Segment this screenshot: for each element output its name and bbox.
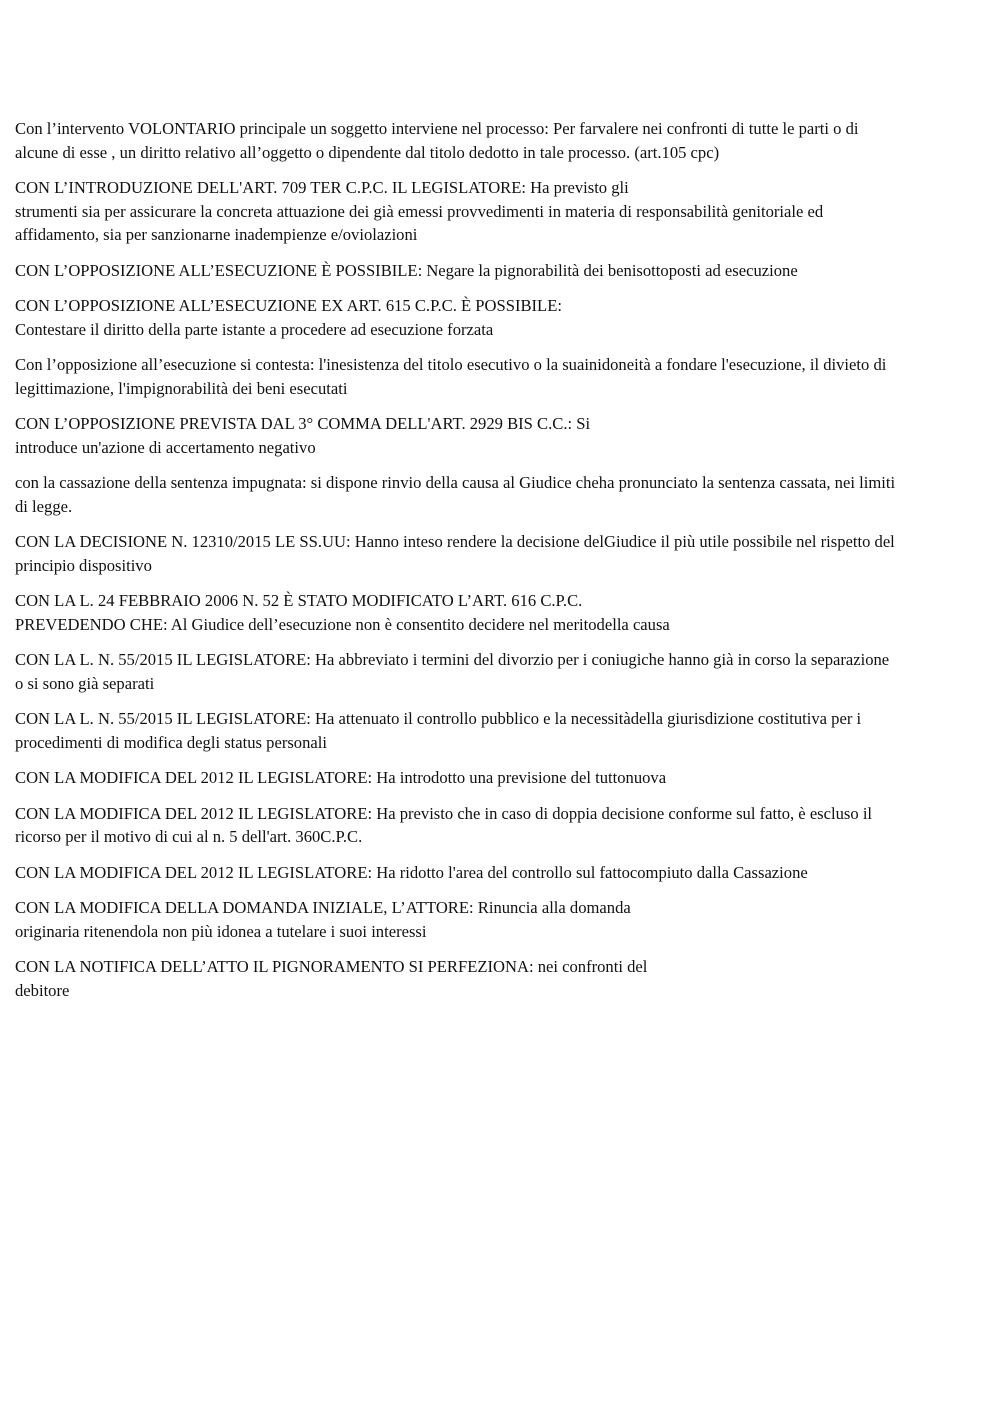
entry-line: Contestare il diritto della parte istante a procedere ad esecuzione forzata: [15, 319, 494, 339]
entry-line: con la cassazione della sentenza impugnata: si dispone rinvio della causa al Giudice cheha pronunciato la sentenza cassata, nei limiti: [15, 473, 896, 492]
entry-line: Con l’intervento VOLONTARIO principale un soggetto interviene nel processo: Per farvalere nei confronti di tutte le parti o di: [15, 119, 859, 138]
entry-line: PREVEDENDO CHE: Al Giudice dell’esecuzione non è consentito decidere nel meritodella causa: [15, 614, 670, 634]
entry-paragraph: [15, 766, 995, 790]
entry-paragraph: [15, 896, 995, 943]
entry-line: CON LA NOTIFICA DELL’ATTO IL PIGNORAMENTO SI PERFEZIONA: nei confronti del: [15, 957, 648, 976]
entry-line: CON LA L. N. 55/2015 IL LEGISLATORE: Ha attenuato il controllo pubblico e la necessitàdella giurisdizione costitutiva per i: [15, 709, 862, 728]
entry-line: ricorso per il motivo di cui al n. 5 dell'art. 360C.P.C.: [15, 827, 363, 846]
entry-line: legittimazione, l'impignorabilità dei beni esecutati: [15, 378, 348, 398]
entry-line: CON L’OPPOSIZIONE PREVISTA DAL 3° COMMA DELL'ART. 2929 BIS C.C.: Si: [15, 414, 591, 433]
document-body: [15, 117, 995, 1014]
entry-line: CON L’INTRODUZIONE DELL'ART. 709 TER C.P.C. IL LEGISLATORE: Ha previsto gli: [15, 178, 629, 197]
entry-line: procedimenti di modifica degli status personali: [15, 732, 327, 752]
entry-line: CON L’OPPOSIZIONE ALL’ESECUZIONE EX ART. 615 C.P.C. È POSSIBILE:: [15, 296, 562, 315]
entry-line: CON LA MODIFICA DELLA DOMANDA INIZIALE, L’ATTORE: Rinuncia alla domanda: [15, 898, 631, 917]
entry-line: CON LA L. 24 FEBBRAIO 2006 N. 52 È STATO MODIFICATO L’ART. 616 C.P.C.: [15, 591, 583, 610]
entry-line: principio dispositivo: [15, 555, 152, 575]
entry-line: CON LA DECISIONE N. 12310/2015 LE SS.UU: Hanno inteso rendere la decisione delGiudice il più utile possibile nel rispetto del: [15, 532, 895, 551]
entry-paragraph: [15, 955, 995, 1002]
entry-line: debitore: [15, 980, 70, 1000]
entry-paragraph: [15, 707, 995, 754]
entry-line: strumenti sia per assicurare la concreta attuazione dei già emessi provvedimenti in materia di responsabilità genitoriale ed: [15, 201, 824, 221]
entry-line: CON LA L. N. 55/2015 IL LEGISLATORE: Ha abbreviato i termini del divorzio per i coniugiche hanno già in corso la separazione: [15, 650, 890, 669]
entry-line: Con l’opposizione all’esecuzione si contesta: l'inesistenza del titolo esecutivo o la suainidoneità a fondare l'esecuzione, il divieto di: [15, 355, 887, 374]
entry-paragraph: [15, 861, 995, 885]
entry-line: o si sono già separati: [15, 673, 155, 693]
entry-line: CON LA MODIFICA DEL 2012 IL LEGISLATORE: Ha introdotto una previsione del tuttonuova: [15, 768, 667, 787]
entry-paragraph: [15, 530, 995, 577]
entry-paragraph: [15, 471, 995, 518]
entry-line: alcune di esse , un diritto relativo all’oggetto o dipendente dal titolo dedotto in tale processo. (art.105 cpc): [15, 142, 720, 162]
entry-paragraph: [15, 648, 995, 695]
entry-line: introduce un'azione di accertamento negativo: [15, 437, 316, 457]
entry-line: di legge.: [15, 496, 73, 516]
entry-line: originaria ritenendola non più idonea a tutelare i suoi interessi: [15, 921, 427, 941]
entry-line: CON L’OPPOSIZIONE ALL’ESECUZIONE È POSSIBILE: Negare la pignorabilità dei benisottoposti ad esecuzione: [15, 260, 798, 280]
entry-paragraph: [15, 353, 995, 400]
entry-paragraph: [15, 259, 995, 283]
entry-paragraph: [15, 802, 995, 849]
entry-paragraph: [15, 176, 995, 247]
entry-line: CON LA MODIFICA DEL 2012 IL LEGISLATORE: Ha previsto che in caso di doppia decisione conforme sul fatto, è escluso il: [15, 803, 873, 823]
entry-line: affidamento, sia per sanzionarne inadempienze e/oviolazioni: [15, 225, 418, 244]
entry-paragraph: [15, 117, 995, 164]
entry-paragraph: [15, 412, 995, 459]
entry-paragraph: [15, 589, 995, 636]
entry-line: CON LA MODIFICA DEL 2012 IL LEGISLATORE: Ha ridotto l'area del controllo sul fattocompiuto dalla Cassazione: [15, 862, 808, 882]
entry-paragraph: [15, 294, 995, 341]
